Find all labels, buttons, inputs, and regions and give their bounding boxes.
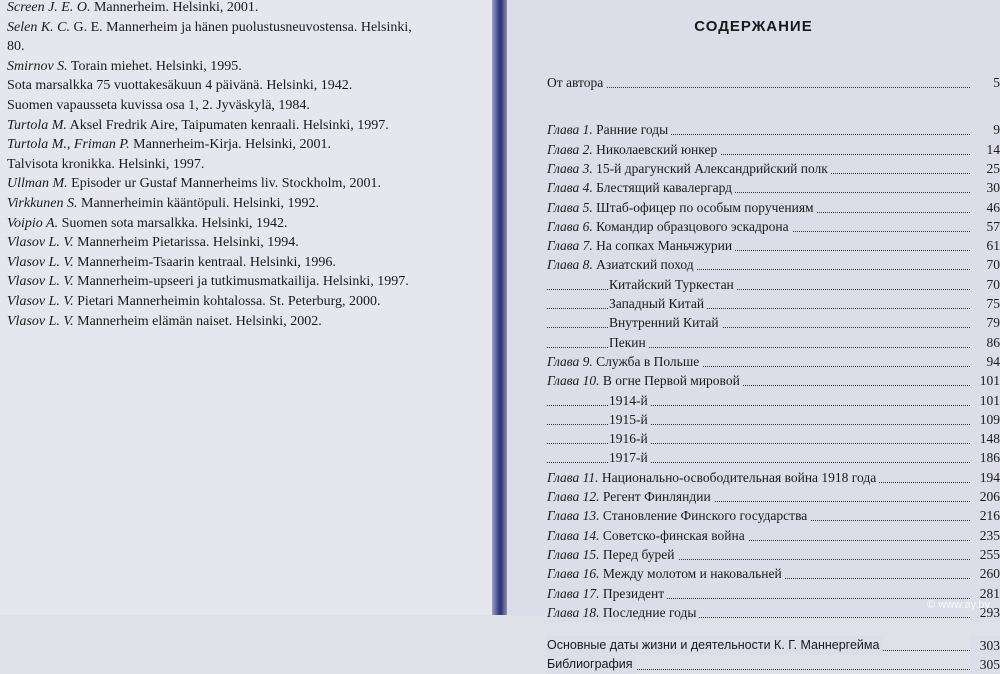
toc-label [609, 410, 651, 429]
bibliography-text: Aksel Fredrik Aire, Taipumaten kenraali. Helsinki, 1997. [66, 117, 389, 133]
toc-entry [547, 178, 1000, 197]
left-page-bibliography [0, 0, 492, 615]
bibliography-author: Turtola M. [7, 117, 67, 133]
toc-title-text: Советско-финская война [602, 527, 745, 543]
bibliography-entry [7, 18, 412, 37]
toc-chapter-number: Глава 17. [547, 585, 600, 601]
toc-title-text: Основные даты жизни и деятельности К. Г. Маннергейма [547, 638, 880, 653]
bibliography-entry [7, 312, 322, 331]
toc-page-number: 305 [971, 655, 1000, 674]
toc-chapter-number: Глава 11. [547, 469, 599, 485]
toc-label [547, 198, 817, 217]
bibliography-text: Mannerheimin kääntöpuli. Helsinki, 1992. [77, 196, 319, 211]
toc-entry [547, 255, 1000, 274]
toc-label [547, 140, 720, 159]
toc-title-text: Китайский Туркестан [609, 276, 734, 292]
bibliography-author: Smirnov S. [7, 58, 68, 74]
toc-page-number: 281 [971, 584, 1000, 603]
toc-leader-dots [547, 87, 1000, 88]
right-page-contents [507, 0, 1000, 673]
toc-chapter-number: Глава 2. [547, 141, 593, 157]
toc-label [547, 603, 699, 622]
toc-entry [547, 198, 1000, 217]
toc-page-number: 30 [971, 178, 1000, 197]
toc-title-text: 1917-й [609, 450, 648, 466]
bibliography-entry [7, 37, 25, 56]
toc-entry [547, 236, 1000, 255]
toc-page-number: 70 [971, 275, 1000, 294]
toc-title-text: Командир образцового эскадрона [596, 218, 789, 234]
bibliography-text: Suomen vapausseta kuvissa osa 1, 2. Jyväskylä, 1984. [7, 98, 310, 113]
toc-title-text: Становление Финского государства [602, 508, 808, 524]
toc-title-text: Между молотом и наковальней [602, 566, 782, 582]
toc-label [609, 313, 722, 332]
toc-page-number: 70 [971, 255, 1000, 274]
bibliography-author: Virkkunen S. [7, 196, 78, 211]
toc-label [547, 217, 792, 236]
toc-chapter-number: Глава 14. [547, 527, 600, 543]
bibliography-text: Pietari Mannerheimin kohtalossa. St. Peterburg, 2000. [73, 294, 381, 309]
toc-title-text: 15-й драгунский Александрийский полк [596, 160, 828, 176]
toc-title-text: Ранние годы [596, 122, 669, 138]
toc-title-text: Служба в Польше [596, 353, 700, 369]
toc-chapter-number: Глава 13. [547, 508, 600, 524]
toc-entry [547, 120, 1000, 139]
toc-page-number: 206 [971, 487, 1000, 506]
bibliography-entry [7, 292, 381, 311]
toc-page-number: 5 [971, 73, 1000, 92]
toc-page-number: 75 [971, 294, 1000, 313]
bibliography-entry [7, 174, 381, 193]
toc-title-text: Президент [602, 585, 665, 601]
toc-chapter-number: Глава 18. [547, 604, 600, 620]
bibliography-entry [7, 76, 352, 95]
toc-title-text: 1916-й [609, 431, 648, 447]
bibliography-text: Talvisota kronikka. Helsinki, 1997. [7, 156, 205, 172]
bibliography-entry [7, 253, 336, 272]
toc-title-text: Внутренний Китай [609, 315, 719, 331]
toc-label [547, 564, 785, 583]
bibliography-text: Torain miehet. Helsinki, 1995. [67, 58, 242, 74]
bibliography-text: Mannerheim-upseeri ja tutkimusmatkailija. Helsinki, 1997. [73, 274, 409, 290]
bibliography-text: Mannerheim. Helsinki, 2001. [90, 0, 259, 15]
toc-label [547, 636, 882, 655]
toc-entry [547, 140, 1000, 159]
toc-title-text: Николаевский юнкер [596, 141, 718, 157]
toc-label [547, 487, 714, 506]
bibliography-author: Vlasov L. V. [7, 235, 74, 251]
toc-chapter-number: Глава 15. [547, 546, 600, 562]
toc-title-text: Азиатский поход [596, 257, 694, 273]
toc-page-number: 25 [971, 159, 1000, 178]
toc-title-text: Библиография [547, 657, 633, 672]
toc-entry [547, 159, 1000, 178]
toc-title-text: Последние годы [602, 604, 697, 620]
bibliography-author: Voipio A. [7, 215, 59, 231]
toc-entry [547, 545, 1000, 564]
toc-label [547, 371, 743, 390]
bibliography-text: Mannerheim Pietarissa. Helsinki, 1994. [73, 235, 299, 251]
toc-label [547, 159, 831, 178]
contents-title: СОДЕРЖАНИЕ [694, 18, 813, 35]
bibliography-entry [7, 135, 331, 154]
toc-title-text: 1914-й [609, 392, 648, 408]
toc-page-number: 303 [971, 636, 1000, 655]
toc-title-text: Национально-освободительная война 1918 года [601, 469, 877, 485]
bibliography-entry [7, 155, 204, 174]
toc-label [547, 120, 671, 139]
toc-title-text: Блестящий кавалергард [596, 180, 733, 196]
bibliography-entry [7, 272, 409, 291]
bibliography-author: Turtola M., Friman P. [7, 137, 130, 153]
bibliography-entry [7, 214, 288, 233]
toc-page-number: 186 [971, 448, 1000, 467]
toc-label [609, 429, 651, 448]
toc-chapter-number: Глава 10. [547, 373, 600, 389]
toc-page-number: 57 [971, 217, 1000, 236]
bibliography-text: Mannerheim-Kirja. Helsinki, 2001. [129, 137, 332, 153]
bibliography-entry [7, 96, 310, 115]
toc-chapter-number: Глава 12. [547, 489, 600, 504]
bibliography-entry [7, 233, 299, 252]
toc-page-number: 260 [971, 564, 1000, 583]
toc-entry [547, 410, 1000, 429]
toc-entry [547, 429, 1000, 448]
toc-entry [547, 217, 1000, 236]
toc-page-number: 255 [971, 545, 1000, 564]
toc-entry [547, 333, 1000, 352]
toc-label [609, 294, 707, 313]
toc-label [609, 391, 651, 410]
bibliography-entry [7, 194, 319, 213]
toc-page-number: 216 [971, 506, 1000, 525]
toc-entry [547, 294, 1000, 313]
bibliography-author: Vlasov L. V. [7, 294, 74, 309]
toc-entry [547, 313, 1000, 332]
bibliography-text: 80. [7, 39, 25, 55]
toc-label [547, 255, 697, 274]
toc-entry [547, 655, 1000, 674]
toc-label [609, 275, 737, 294]
bibliography-entry [7, 0, 258, 17]
toc-label [547, 352, 702, 371]
toc-label [547, 526, 748, 545]
book-spine [492, 0, 507, 615]
toc-title-text: В огне Первой мировой [602, 373, 740, 389]
toc-entry [547, 391, 1000, 410]
toc-title-text: От автора [547, 75, 604, 90]
bibliography-author: Ullman M. [7, 176, 68, 192]
bibliography-text: Episoder ur Gustaf Mannerheims liv. Stockholm, 2001. [67, 176, 381, 192]
toc-title-text: Пекин [609, 334, 646, 350]
toc-chapter-number: Глава 8. [547, 257, 593, 273]
bibliography-entry [7, 116, 389, 135]
toc-page-number: 14 [971, 140, 1000, 159]
watermark: © www.ay.by [927, 599, 990, 611]
toc-chapter-number: Глава 7. [547, 238, 593, 254]
toc-entry [547, 468, 1000, 487]
bibliography-author: Vlasov L. V. [7, 254, 74, 270]
toc-entry [547, 448, 1000, 467]
toc-page-number: 9 [971, 120, 1000, 139]
toc-label [547, 178, 735, 197]
toc-chapter-number: Глава 1. [547, 122, 593, 138]
bibliography-entry [7, 57, 242, 76]
bibliography-author: Vlasov L. V. [7, 313, 74, 329]
toc-label [609, 448, 651, 467]
toc-entry [547, 371, 1000, 390]
toc-page-number: 86 [971, 333, 1000, 352]
toc-entry [547, 636, 1000, 655]
toc-page-number: 101 [971, 391, 1000, 410]
bibliography-author: Selen K. C. [7, 19, 70, 35]
bibliography-author: Screen J. E. O. [7, 0, 91, 15]
bibliography-text: G. E. Mannerheim ja hänen puolustusneuvostensa. Helsinki, [70, 19, 412, 35]
toc-chapter-number: Глава 3. [547, 160, 593, 176]
toc-page-number: 109 [971, 410, 1000, 429]
toc-label [547, 236, 735, 255]
toc-entry [547, 526, 1000, 545]
toc-chapter-number: Глава 5. [547, 199, 593, 215]
toc-page-number: 235 [971, 526, 1000, 545]
toc-label [609, 333, 649, 352]
toc-entry [547, 275, 1000, 294]
toc-label [547, 506, 810, 525]
toc-entry [547, 487, 1000, 506]
toc-page-number: 194 [971, 468, 1000, 487]
bibliography-text: Mannerheim elämän naiset. Helsinki, 2002. [73, 313, 322, 329]
toc-chapter-number: Глава 4. [547, 180, 593, 196]
toc-page-number: 293 [971, 603, 1000, 622]
toc-page-number: 46 [971, 198, 1000, 217]
toc-label [547, 73, 606, 92]
toc-title-text: На сопках Маньчжурии [596, 238, 733, 254]
toc-label [547, 468, 879, 487]
toc-entry [547, 73, 1000, 92]
bibliography-text: Sota marsalkka 75 vuottakesäkuun 4 päivänä. Helsinki, 1942. [7, 78, 353, 94]
toc-chapter-number: Глава 6. [547, 218, 593, 234]
toc-title-text: Регент Финляндии [602, 489, 711, 504]
toc-title-text: Штаб-офицер по особым поручениям [596, 199, 814, 215]
toc-title-text: 1915-й [609, 411, 648, 427]
toc-page-number: 79 [971, 313, 1000, 332]
bibliography-text: Suomen sota marsalkka. Helsinki, 1942. [58, 215, 288, 231]
toc-title-text: Перед бурей [602, 546, 675, 562]
toc-entry [547, 564, 1000, 583]
toc-label [547, 584, 667, 603]
toc-page-number: 101 [971, 371, 1000, 390]
toc-chapter-number: Глава 9. [547, 353, 593, 369]
toc-label [547, 545, 678, 564]
toc-title-text: Западный Китай [609, 296, 705, 311]
toc-entry [547, 506, 1000, 525]
bibliography-text: Mannerheim-Tsaarin kentraal. Helsinki, 1996. [73, 254, 336, 270]
toc-page-number: 61 [971, 236, 1000, 255]
toc-entry [547, 352, 1000, 371]
toc-chapter-number: Глава 16. [547, 566, 600, 582]
toc-page-number: 148 [971, 429, 1000, 448]
bibliography-author: Vlasov L. V. [7, 274, 74, 290]
toc-page-number: 94 [971, 352, 1000, 371]
toc-label [547, 655, 636, 674]
